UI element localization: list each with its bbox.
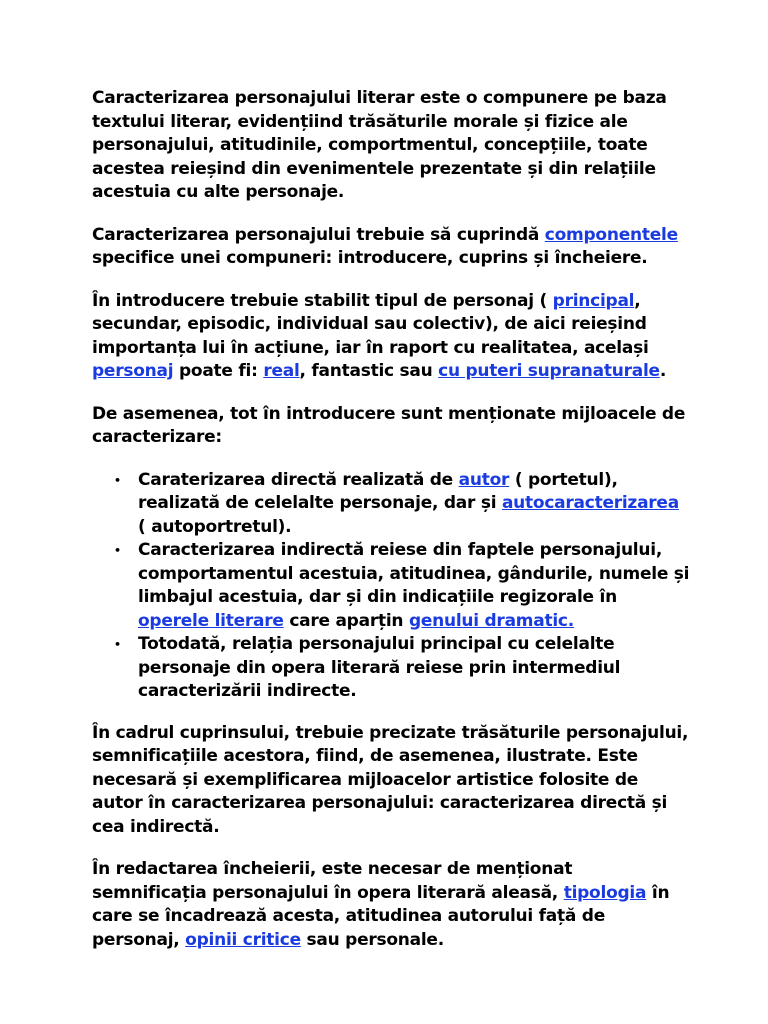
text-segment: ( autoportretul).	[138, 516, 292, 537]
link-autocaracterizarea[interactable]: autocaracterizarea	[501, 493, 679, 513]
text-segment: în care se încadrează acesta, atitudinea autorului față de personaj,	[92, 882, 670, 950]
paragraph-body	[92, 722, 692, 840]
text-segment: Caraterizarea directă realizată de	[138, 469, 459, 490]
text-segment: specifice unei compuneri: introducere, cuprins și încheiere.	[92, 248, 648, 268]
link-tipologia[interactable]: tipologia	[563, 882, 647, 903]
bullet-icon: •	[114, 473, 121, 487]
list-item	[114, 539, 692, 633]
text-segment: .	[659, 361, 667, 381]
text-segment: poate fi:	[173, 361, 264, 381]
link-cu-puteri-supranaturale[interactable]: cu puteri supranaturale	[438, 361, 660, 381]
paragraph-definition-text: Caracterizarea personajului literar este o compunere pe baza textului literar, evidențiind trăsăturile morale și fizice ale personajului, atitudinile, comportmentul, concepțiile, toate acestea reieșind din evenimentele prezentate și din relațiile acestuia cu alte personaje.	[92, 88, 667, 202]
text-segment: ( portetul), realizată de celelalte personaje, dar și	[138, 469, 618, 513]
link-real[interactable]: real	[263, 361, 300, 381]
text-segment: Caracterizarea personajului trebuie să cuprindă	[92, 224, 545, 245]
paragraph-means	[92, 403, 692, 450]
link-genului-dramatic[interactable]: genului dramatic.	[408, 610, 574, 631]
text-segment: care aparțin	[283, 610, 409, 631]
characterization-list	[92, 469, 692, 704]
link-principal[interactable]: principal	[552, 290, 635, 311]
text-segment: Caracterizarea indirectă reiese din faptele personajului, comportamentul acestuia, atitudinea, gândurile, numele și limbajul acestuia, dar și din indicațiile regizorale în	[138, 540, 690, 607]
text-segment: , secundar, episodic, individual sau colectiv), de aici reieșind importanța lui în acțiune, iar în raport cu realitatea, același	[92, 290, 649, 358]
paragraph-means-text: De asemenea, tot în introducere sunt menționate mijloacele de caracterizare:	[92, 403, 686, 447]
text-segment: , fantastic sau	[299, 361, 439, 381]
text-segment: În introducere trebuie stabilit tipul de personaj (	[92, 290, 553, 311]
paragraph-components	[92, 224, 692, 271]
link-autor[interactable]: autor	[458, 469, 510, 490]
document-page	[92, 87, 692, 971]
text-segment: sau personale.	[300, 929, 444, 950]
link-componentele[interactable]: componentele	[544, 224, 678, 245]
text-segment: Totodată, relația personajului principal cu celelalte personaje din opera literară reiese prin intermediul caracterizării indirecte.	[138, 634, 621, 701]
paragraph-introduction	[92, 290, 692, 384]
paragraph-conclusion	[92, 858, 692, 952]
text-segment: În redactarea încheierii, este necesar de menționat semnificația personajului în opera literară aleasă,	[92, 859, 573, 903]
list-item	[114, 469, 692, 540]
bullet-icon: •	[114, 638, 121, 651]
bullet-icon: •	[114, 544, 121, 557]
link-opinii-critice[interactable]: opinii critice	[185, 929, 301, 950]
link-operele-literare[interactable]: operele literare	[138, 610, 284, 631]
paragraph-definition	[92, 87, 692, 205]
link-personaj[interactable]: personaj	[92, 361, 174, 381]
paragraph-body-text: În cadrul cuprinsului, trebuie precizate trăsăturile personajului, semnificațiile acestora, fiind, de asemenea, ilustrate. Este necesară și exemplificarea mijloacelor artistice folosite de autor în caracterizarea personajului: caracterizarea directă și cea indirectă.	[92, 722, 689, 837]
list-item	[114, 633, 692, 704]
